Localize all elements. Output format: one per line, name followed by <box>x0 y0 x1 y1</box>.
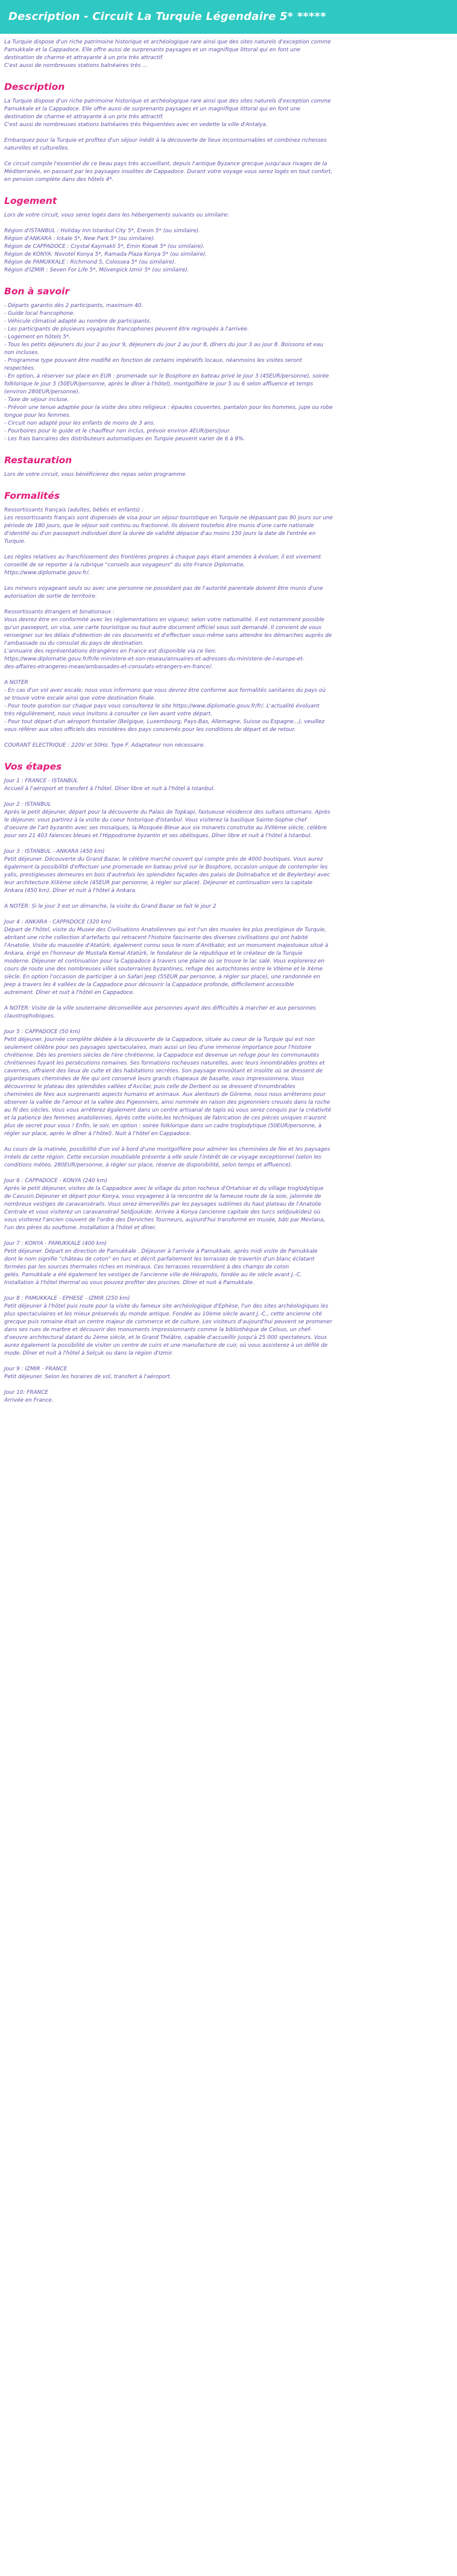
text-block <box>4 919 453 997</box>
text-line: cavernes, offraient des lieux de culte et des habitations secrètes. Son paysage envoûtant et insolite où se dressent de <box>4 1068 323 1074</box>
text-line: Arrivée en France. <box>4 1397 54 1404</box>
text-line: A NOTER: Visite de la ville souterraine déconseillée aux personnes ayant des difficultés à marcher et aux personnes <box>4 1005 316 1011</box>
text-line: L'annuaire des représentations étrangères en France est disponible via ce lien: <box>4 648 216 654</box>
etapes-days <box>4 777 453 1405</box>
formalites-blocks <box>4 507 453 750</box>
text-line: Jour 10: FRANCE <box>4 1390 49 1396</box>
text-line: conditions météo, 280EUR/personne, à régler sur place, réserve de disponibilité, selon temps et affluence). <box>4 1162 292 1168</box>
text-line: C'est aussi de nombreuses stations balnéaires très ... <box>4 63 148 69</box>
text-line: Turquie. <box>4 539 26 545</box>
text-block <box>4 1005 453 1021</box>
text-line: abritant une riche collection d'artefacts qui retracent l'histoire fascinante des diverses civilisations qui ont habité <box>4 935 308 941</box>
text-line: Les règles relatives au franchissement des frontières propres à chaque pays étant amenées à évoluer, il est vivement <box>4 554 321 560</box>
text-line: - En cas d'un vol avec escale, nous vous informons que vous devrez être conforme aux formalités sanitaires du pays où <box>4 688 326 694</box>
text-line: Les mineurs voyageant seuls ou avec une personne ne possédant pas de l'autorité parentale doivent être munis d'une <box>4 586 323 592</box>
text-line: grecque puis romaine était un centre majeur de commerce et de culture. Les visiteurs d'aujourd'hui peuvent se promener <box>4 1319 332 1325</box>
text-line: A NOTER <box>4 680 28 686</box>
text-line: l'Anatolie. Visite du mausolée d'Atatürk, également connu sous le nom d'Anitkabir, est un monument majestueux situé à <box>4 943 329 949</box>
text-line: Ankara, érigé en l'honneur de Mustafa Kemal Atatürk, le fondateur de la république et le créateur de la Turquie <box>4 951 303 957</box>
text-line: - Pour toute question sur chaque pays vous consulterez le site https://www.diplomatie.gouv.fr/fr/. L'actualité évoluant <box>4 703 320 709</box>
text-line: cours de route une des nombreuses villes souterraines byzantines, refuge des autochtones entre le VIIème et le Xème <box>4 966 323 972</box>
text-line: Au cours de la matinée, possibilité d'un vol à bord d'une montgolfière pour admirer les cheminées de fée et les paysages <box>4 1147 330 1153</box>
text-line: d'identité ou d'un passeport individuel dont la durée de validité dépasse d'au moins 150 jours la date de l'entrée en <box>4 531 316 537</box>
text-line: chrétienne. Dès les premiers siècles de l'ère chrétienne, la Cappadoce est devenue un refuge pour les communautés <box>4 1052 320 1059</box>
text-line: en pension complète dans des hôtels 4*. <box>4 177 114 183</box>
intro-paragraph <box>4 39 453 70</box>
text-line: nombreux vestiges de caravansérails. Vous serez émerveillés par les paysages sublimes du haut plateau de l'Anatolie <box>4 1201 321 1207</box>
text-line: Petit déjeuner. Découverte du Grand Bazar, le célèbre marché couvert qui compte près de 4000 boutiques. Vous aurez <box>4 856 323 862</box>
text-block <box>4 1028 453 1138</box>
text-line: - Départs garantis dès 2 participants, maximum 40. <box>4 303 143 309</box>
text-block <box>4 801 453 840</box>
text-line: Après le petit déjeuner, départ pour la découverte du Palais de Topkapi, fastueuse résidence des sultans ottomans. Après <box>4 809 330 815</box>
logement-intro: Lors de votre circuit, vous serez logés dans les hébergements suivants ou similaire: <box>4 212 230 218</box>
text-line: moderne. Déjeuner et continuation pour la Cappadoce à travers une plaine où se trouve le lac salé. Vous explorerez en <box>4 958 325 964</box>
text-line: - Programme type pouvant être modifié en fonction de certains impératifs locaux, néanmoins les visites seront <box>4 358 303 364</box>
section-heading-etapes: Vos étapes <box>4 761 62 772</box>
text-block <box>4 903 453 911</box>
text-line: Petit déjeuner. Départ en direction de Pamukkale . Déjeuner à l'arrivée à Pamukkale, après midi visite de Pamukkale <box>4 1248 318 1255</box>
description-paragraph-1 <box>4 98 453 129</box>
description-paragraph-2 <box>4 137 453 153</box>
section-heading-formalites: Formalités <box>4 490 60 501</box>
text-line: autrement. Dîner et nuit à l'hôtel en Cappadoce. <box>4 990 135 996</box>
text-line: - Véhicule climatisé adapté au nombre de participants. <box>4 318 151 324</box>
text-line: non incluses. <box>4 350 40 356</box>
restauration-text: Lors de votre circuit, vous bénéficierez des repas selon programme. <box>4 472 188 478</box>
text-block <box>4 609 453 671</box>
description-paragraph-3 <box>4 160 453 184</box>
text-line: - En option, à réserver sur place en EUR : promenade sur le Bosphore en bateau privé le jour 3 (45EUR/personne), soirée <box>4 373 329 379</box>
text-line: conseillé de se reporter à la rubrique "conseils aux voyageurs" du site France Diplomatie, <box>4 562 245 568</box>
text-block <box>4 742 453 750</box>
text-line: Jour 1 : FRANCE - ISTANBUL <box>4 778 78 784</box>
text-line: le déjeuner, vous partirez à la visite du coeur historique d'Istanbul. Vous visiterez la basilique Sainte-Sophie chef <box>4 817 307 823</box>
text-line: Embarquez pour la Turquie et profitez d'un séjour inédit à la découverte de lieux incontournables et combinez richesses <box>4 138 327 144</box>
text-line: et la patience des femmes anatoliennes. Après cette visite,les techniques de fabrication de ces pièces uniques n'auront <box>4 1115 326 1121</box>
text-line: La Turquie dispose d'un riche patrimoine historique et archéologique rare ainsi que des sites naturels d'exception comme <box>4 98 331 104</box>
text-block <box>4 777 453 793</box>
text-line: Ce circuit compile l'essentiel de ce beau pays très accueillant, depuis l'antique Byzance grecque jusqu'aux rivages de la <box>4 161 327 167</box>
text-line: Région de PAMUKKALE : Richmond 5, Colossea 5* (ou similaire). <box>4 259 176 265</box>
text-block <box>4 1146 453 1169</box>
text-line: mode. Dîner et nuit à l'hôtel à Selçuk ou dans la région d'Izmir. <box>4 1350 174 1356</box>
text-block <box>4 1240 453 1287</box>
text-line: cheminées de fées aux surprenants aspects humains et animaux. Aux alentours de Göreme, nous nous arrêterons pour <box>4 1092 326 1098</box>
text-line: - Taxe de séjour incluse. <box>4 397 69 403</box>
text-block <box>4 1295 453 1358</box>
text-line: des-affaires-etrangeres-meae/ambassades-et-consulats-etrangers-en-france/. <box>4 664 213 670</box>
text-line: chrétiennes fuyant les persécutions romaines. Ses formations rocheuses naturelles, avec leurs innombrables grottes et <box>4 1060 325 1066</box>
text-line: COURANT ELECTRIQUE : 220V et 50Hz. Type F. Adaptateur non nécessaire. <box>4 742 206 748</box>
text-line: - Circuit non adapté pour les enfants de moins de 3 ans. <box>4 420 156 426</box>
section-heading-bon-a-savoir: Bon à savoir <box>4 286 70 297</box>
text-line: - Prévoir une tenue adaptée pour la visite des sites religieux : épaules couvertes, pantalon pour les hommes, jupe ou robe <box>4 405 333 411</box>
text-line: pour ses 21 403 faïences bleues et l'Hippodrome byzantin et ses obélisques. Dîner libre et nuit à l'hôtel à Istanbul. <box>4 833 312 839</box>
text-line: Ankara (450 km). Dîner et nuit à l'hôtel à Ankara. <box>4 888 137 894</box>
text-line: autorisation de sortie de territoire. <box>4 593 97 600</box>
text-line: Région de KONYA: Novotel Konya 5*, Ramada Plaza Konya 5* (ou similaire). <box>4 252 207 258</box>
text-line: Jour 3 : ISTANBUL - ANKARA (450 km) <box>4 849 105 855</box>
text-line: Après le petit déjeuner, visites de la Cappadoce avec le village du piton rocheux d'Ortahisar et du village troglodytique <box>4 1186 324 1192</box>
text-line: très régulièrement, nous vous invitons à consulter ce lien avant votre départ. <box>4 711 212 717</box>
logement-hotel-list <box>4 227 453 274</box>
text-block <box>4 507 453 546</box>
text-line: Pamukkale et la Cappadoce. Elle offre aussi de surprenants paysages et un magnifique littoral qui en font une <box>4 106 300 112</box>
text-line: leur architecture XIXème siècle (45EUR par personne, à régler sur place). Déjeuner et continuation vers la capitale <box>4 880 313 886</box>
text-line: Petit déjeuner. Selon les horaires de vol, transfert à l'aéroport. <box>4 1374 172 1380</box>
text-line: gigantesques cheminées de fée qui ont conservé leurs grands chapeaux de basalte, vous impressionnera. Vous <box>4 1076 304 1082</box>
section-heading-restauration: Restauration <box>4 455 72 466</box>
text-line: Jour 4 : ANKARA - CAPPADOCE (320 km) <box>4 919 112 925</box>
text-line: Jour 5 : CAPPADOCE (50 km) <box>4 1029 81 1035</box>
text-line: - Pour tout départ d'un aéroport frontalier (Belgique, Luxembourg, Pays-Bas, Allemagne, Suisse ou Espagne...), veuillez <box>4 719 325 725</box>
text-block <box>4 1366 453 1381</box>
text-line: Installation à l'hôtel thermal où vous pouvez profiter des piscines. Dîner et nuit à Pamukkale. <box>4 1280 254 1286</box>
text-line: - Guide local francophone. <box>4 311 75 317</box>
text-line: l'ambassade ou du consulat du pays de destination. <box>4 641 144 647</box>
text-line: respectées. <box>4 366 36 372</box>
text-line: aurez également la possibilité de visiter un centre de cuirs et une manufacture de cuir, où vous assisterez à un défilé de <box>4 1343 328 1349</box>
text-line: seulement célèbre pour ses paysages spectaculaires, mais aussi un lieu d'une immense importance pour l'histoire <box>4 1045 312 1051</box>
text-line: https://www.diplomatie.gouv.fr/. <box>4 570 90 576</box>
text-line: siècle. En option l'occasion de participer à un Safari Jeep (55EUR par personne, à régler sur place), une randonnée en <box>4 974 320 980</box>
text-line: Jour 9 : IZMIR - FRANCE <box>4 1366 68 1372</box>
section-heading-logement: Logement <box>4 195 57 206</box>
text-line: irréels de cette région. Cette excursion inoubliable présente à elle seule l'intérêt de ce voyage exceptionnel (selon les <box>4 1154 322 1160</box>
text-line: yalis, prestigieuses demeures en bois d'autrefois les splendides façades des palais de Dolmabahce et de Beylerbeyi avec <box>4 872 330 878</box>
text-line: Méditerranée, en passant par les paysages insolites de Cappadoce. Durant votre voyage vous serez logés en tout confort, <box>4 169 333 175</box>
text-block <box>4 554 453 577</box>
text-line: Ressortissants français (adultes, bébés et enfants) : <box>4 507 144 513</box>
text-line: A NOTER: Si le jour 3 est un dimanche, la visite du Grand Bazar se fait le jour 2 <box>4 903 216 910</box>
text-line: Centrale et vous visiterez un caravansérail Seldjoukide. Arrivée à Konya (ancienne capitale des turcs seldjoukides) où <box>4 1209 321 1215</box>
text-line: naturelles et culturelles. <box>4 145 69 151</box>
text-block <box>4 585 453 601</box>
text-line: Petit déjeuner à l'hôtel puis route pour la visite du fameux site archéologique d'Ephèse, l'un des sites archéologiques les <box>4 1303 329 1309</box>
text-line: Pamukkale et la Cappadoce. Elle offre aussi de surprenants paysages et un magnifique littoral qui en font une <box>4 47 300 53</box>
text-line: Les ressortissants français sont dispensés de visa pour un séjour touristique en Turquie ne dépassant pas 90 jours sur une <box>4 515 333 521</box>
text-line: destination de charme et attrayante à un prix très attractif. <box>4 55 164 61</box>
text-line: plus spectaculaires et les mieux préservés du monde antique. Fondée au 10ème siècle avant J.-C., cette ancienne cité <box>4 1311 323 1317</box>
page-title: Description - Circuit La Turquie Légendaire 5* ***** <box>0 0 457 34</box>
text-line: découvrirez le plateau des splendides vallées d'Avcilar, puis celle de Derbent où se dressent d'innombrables <box>4 1084 295 1090</box>
text-line: dans ses rues de marbre et découvrir des monuments impressionnants comme la bibliothèque de Celsus, un chef- <box>4 1327 312 1333</box>
text-line: Vous devrez être en conformité avec les réglementations en vigueur, selon votre nationalité. Il est notamment possible <box>4 617 325 623</box>
content <box>0 34 457 1405</box>
text-line: La Turquie dispose d'un riche patrimoine historique et archéologique rare ainsi que des sites naturels d'exception comme <box>4 39 331 45</box>
text-line: - Logement en hôtels 5*. <box>4 334 71 340</box>
text-line: Jour 6 : CAPPADOCE - KONYA (240 km) <box>4 1178 107 1184</box>
text-line: longue pour les femmes. <box>4 413 71 419</box>
text-line: plus de secret pour vous ! Enfin, le soir, en option : soirée folklorique dans un cadre troglodytique (50EUR/personne, à <box>4 1123 322 1129</box>
text-line: qu'un passeport, un visa, une carte touristique ou tout autre document officiel vous soit demandé. Il convient de vous <box>4 625 321 631</box>
text-line: (environ 280EUR/personne). <box>4 389 80 395</box>
text-line: au fil des siècles. Vous vous arrêterez également dans un centre artisanal de tapis où vous serez conquis par la créativité <box>4 1107 332 1113</box>
text-line: de Cavusin.Déjeuner et départ pour Konya, vous voyagerez à la rencontre de la fameuse route de la soie, jalonnée de <box>4 1194 321 1200</box>
text-line: Région de CAPPADOCE : Crystal Kaymakli 5*, Emin Koeak 5* (ou similaire). <box>4 244 205 250</box>
text-line: Départ de l'hôtel, visite du Musée des Civilisations Anatoliennes qui est l'un des musées les plus prestigieux de Turquie, <box>4 927 327 933</box>
text-line: observer la vallée de l'amour et la vallée des Pigeonniers, ainsi nommée en raison des pigeonniers creusés dans la roche <box>4 1100 330 1106</box>
text-line: C'est aussi de nombreuses stations balnéaires très fréquentées avec en vedette la ville d'Antalya. <box>4 122 268 128</box>
text-line: période de 180 jours, que le séjour soit continu ou fractionné. Ils doivent toutefois être munis d'une carte nationale <box>4 523 314 529</box>
text-line: - Les frais bancaires des distributeurs automatiques en Turquie peuvent varier de 6 à 9%. <box>4 436 245 442</box>
text-line: https://www.diplomatie.gouv.fr/fr/le-ministere-et-son-reseau/annuaires-et-adresses-du-ministere-de-l-europe-et- <box>4 656 304 662</box>
text-block <box>4 848 453 895</box>
text-line: Petit déjeuner. Journée complète dédiée à la découverte de la Cappadoce, située au coeur de la Turquie qui est non <box>4 1037 315 1043</box>
text-line: d'oeuvre de l'art byzantin avec ses mosaïques, la Mosquée Bleue aux six minarets construite au XVIIème siècle, célèbre <box>4 825 327 831</box>
text-line: - Tous les petits déjeuners du jour 2 au jour 9, déjeuners du jour 2 au jour 8, dîners du jour 3 au jour 8. Boissons et eau <box>4 342 324 348</box>
text-line: Jour 7 : KONYA - PAMUKKALE (400 km) <box>4 1241 107 1247</box>
text-block <box>4 1389 453 1405</box>
text-line: - Les participants de plusieurs voyagistes francophones peuvent être regroupés à l'arrivée. <box>4 326 249 332</box>
text-line: formées par les sources thermales riches en minéraux. Ces terrasses ressemblent à des champs de coton <box>4 1264 289 1270</box>
text-line: Région d'IZMIR : Seven For Life 5*, Mövenpick Izmir 5* (ou similaire). <box>4 267 189 273</box>
text-line: se trouve votre escale ainsi que votre destination finale. <box>4 695 156 701</box>
text-line: régler sur place, après le dîner à l'hôtel). Nuit à l'hôtel en Cappadoce. <box>4 1131 192 1137</box>
text-line: Accueil à l'aéroport et transfert à l'hôtel. Dîner libre et nuit à l'hôtel à Istanbul. <box>4 786 215 792</box>
text-line: destination de charme et attrayante à un prix très attractif. <box>4 114 164 120</box>
text-line: Jour 2 : ISTANBUL <box>4 802 51 808</box>
text-line: l'un des pères du soufisme. Installation à l'hôtel et dîner. <box>4 1225 157 1231</box>
text-line: d'oeuvre architectural datant du 2ème siècle, et le Grand Théâtre, capable d'accueillir jusqu'à 25 000 spectateurs. Vous <box>4 1335 327 1341</box>
text-line: Jeep à travers les 4 vallées de la Cappadoce pour découvrir la Cappadoce profonde, difficilement accessible <box>4 982 294 988</box>
text-line: vous référer aux sites officiels des ministères des pays concernés pour les conditions de départ et de retour. <box>4 727 296 733</box>
text-line: gelés. Pamukkale a été également les vestiges de l'ancienne ville de Hiérapolis, fondée au IIe siècle avant J.-C. <box>4 1272 302 1278</box>
text-line: folklorique le jour 5 (50EUR/personne, après le dîner à l'hôtel), montgolfière le jour 5 ou 6 selon affluence et temps <box>4 381 314 387</box>
text-block <box>4 679 453 734</box>
text-line: claustrophobiques. <box>4 1013 55 1019</box>
text-line: Région d'ISTANBUL : Holiday Inn Istanbul City 5*, Eresin 5* (ou similaire). <box>4 228 201 234</box>
section-heading-description: Description <box>4 81 65 92</box>
text-block <box>4 1177 453 1232</box>
text-line: Ressortissants étrangers et binationaux : <box>4 609 115 615</box>
text-line: renseigner sur les délais d'obtention de ces documents et d'effectuer vous-même sans attendre les démarches auprès de <box>4 633 332 639</box>
text-line: - Pourboires pour le guide et le chauffeur non inclus, prévoir environ 4EUR/pers/jour. <box>4 428 231 434</box>
text-line: Jour 8 : PAMUKKALE - EPHESE - IZMIR (250 km) <box>4 1296 130 1302</box>
bon-a-savoir-list <box>4 302 453 443</box>
text-line: également la possibilité d'effectuer une promenade en bateau privé sur le Bosphore, occasion unique de contempler les <box>4 864 328 870</box>
text-line: dont le nom signifie "château de coton" en turc et décrit parfaitement les terrasses de travertin d'un blanc éclatant <box>4 1256 315 1262</box>
text-line: vous visiterez l'ancien couvent de l'ordre des Derviches Tourneurs, aujourd'hui transformé en musée, bâti par Mevlana, <box>4 1217 326 1223</box>
text-line: Région d'ANKARA : Ickale 5*, New Park 5* (ou similaire). <box>4 236 156 242</box>
